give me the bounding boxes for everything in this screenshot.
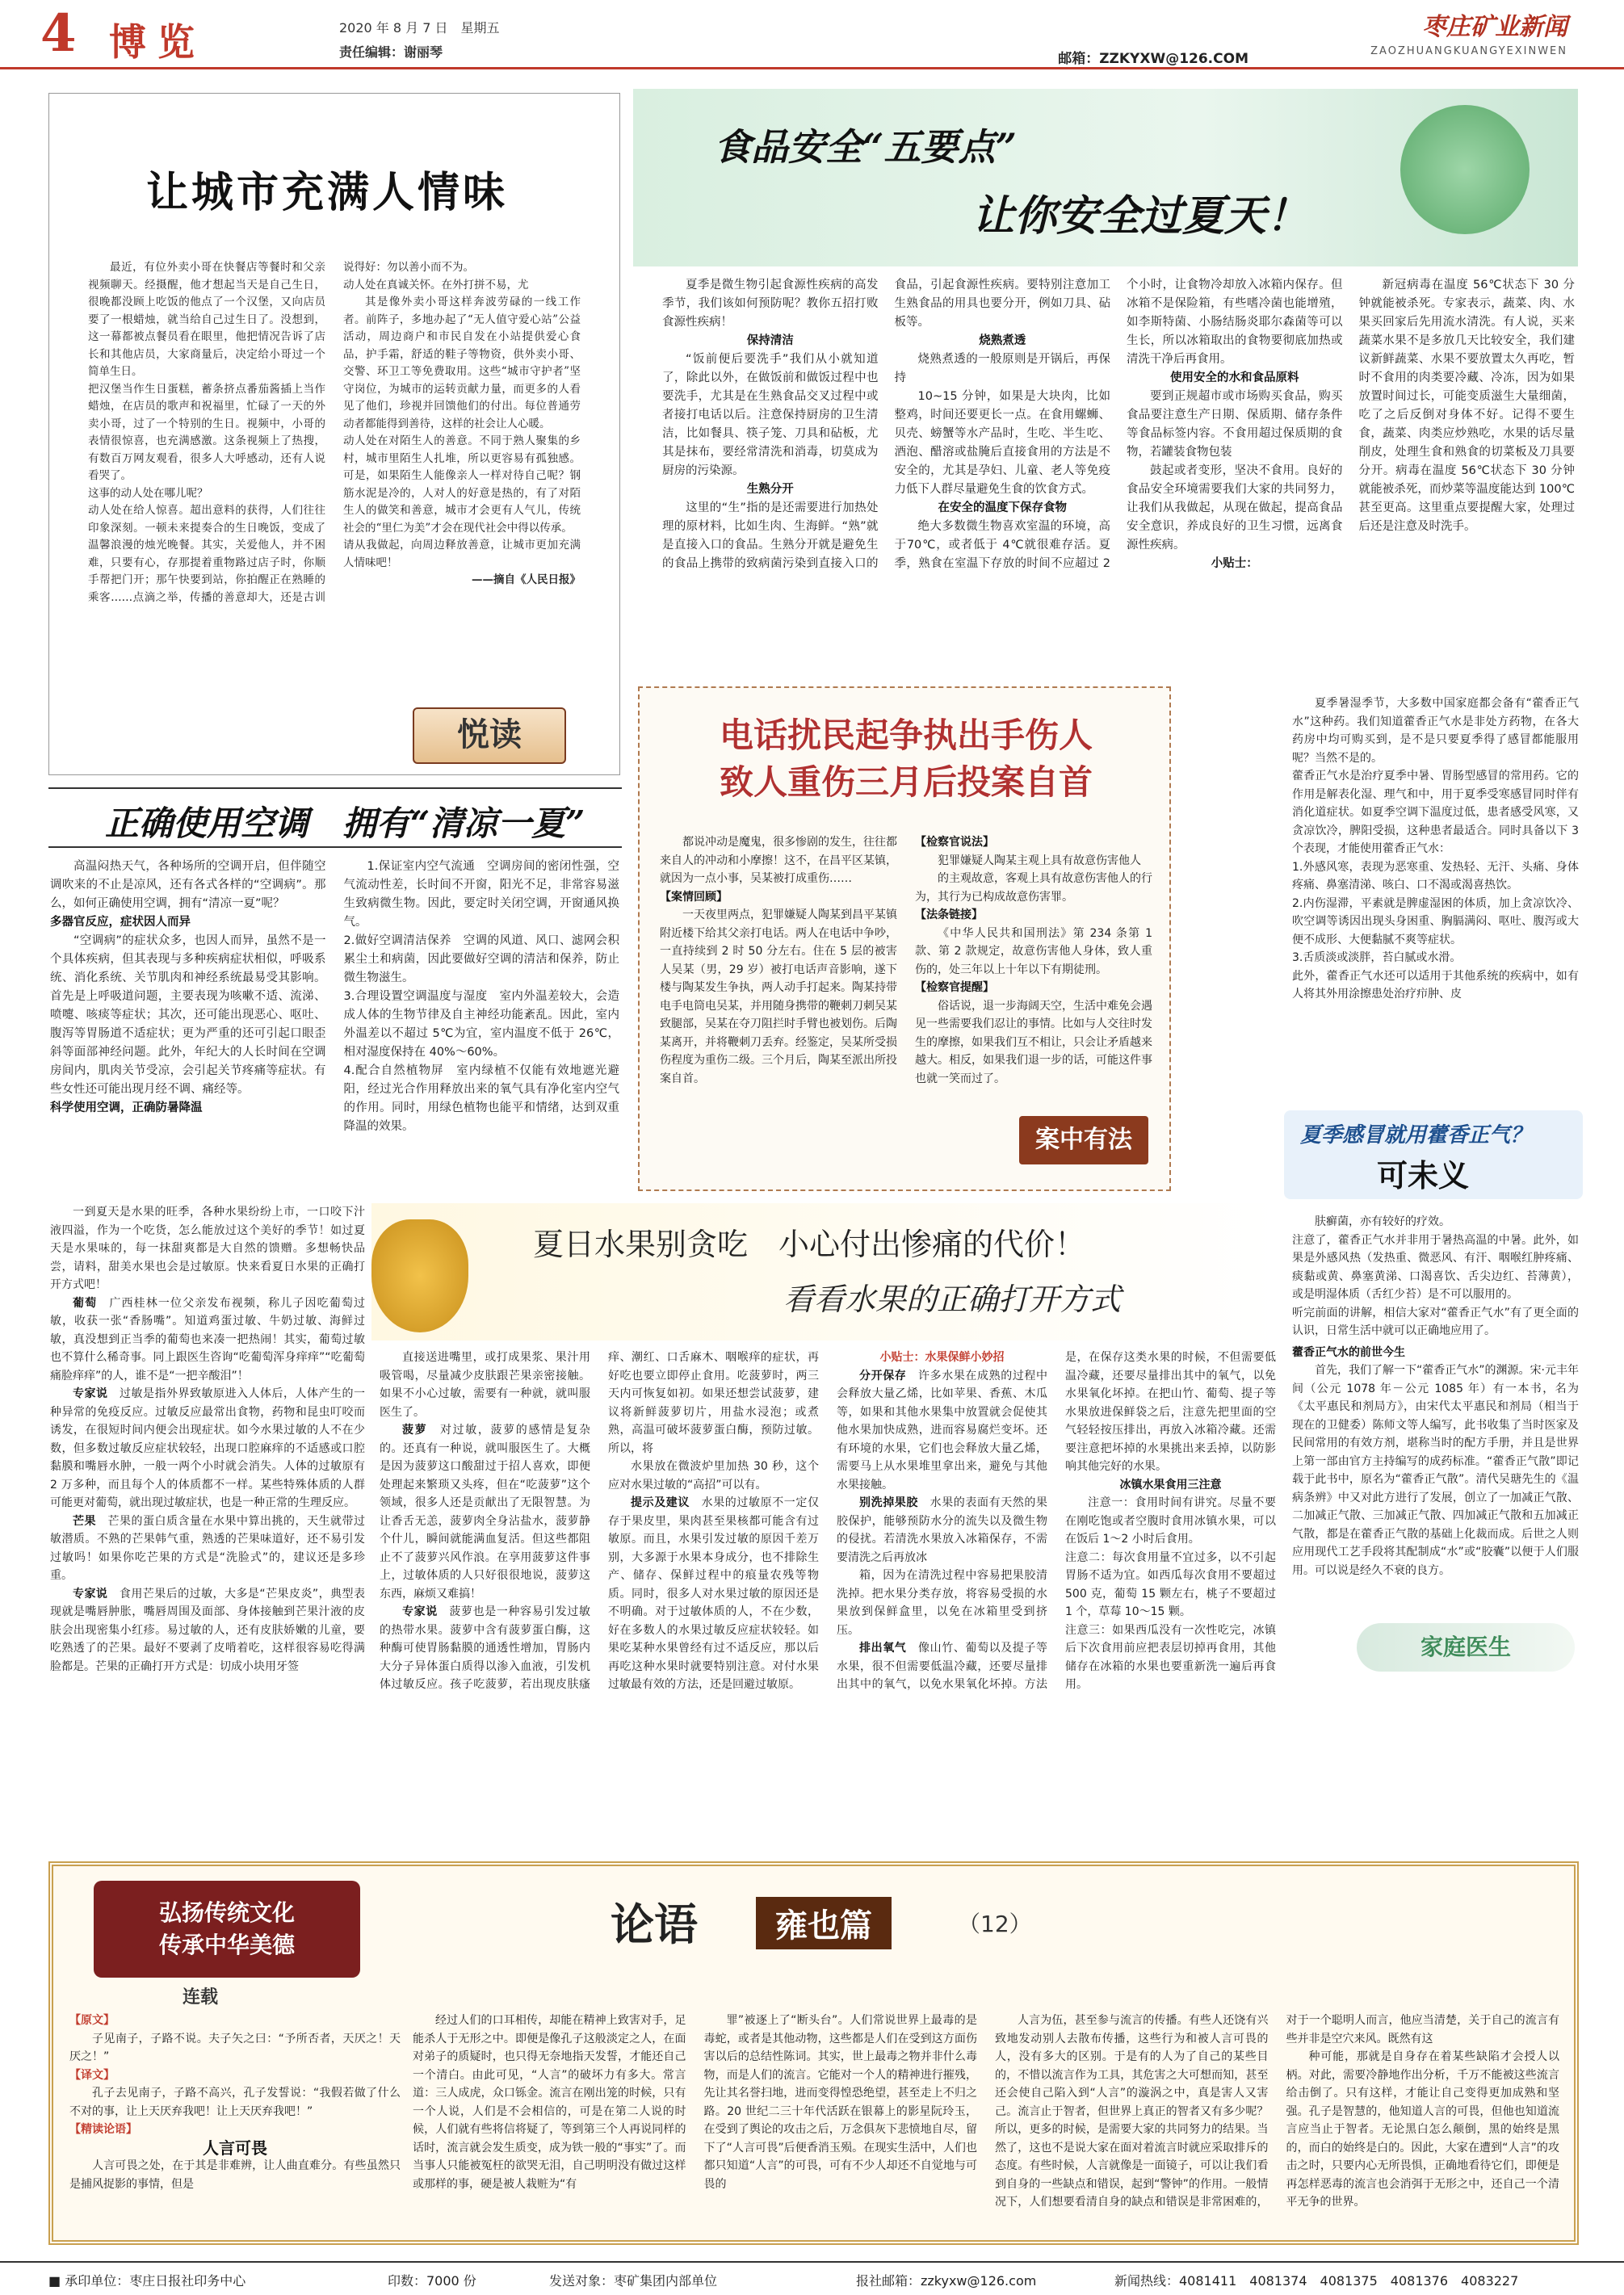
fruit-heading-expert-3: 专家说 [402, 1605, 438, 1618]
food-title-2: 让你安全过夏天！ [972, 191, 1309, 241]
fruit-col-4: 箱，因为在清洗过程中容易把果胶清洗掉。把水果分类存放，将容易受损的水果放到保鲜盒里，以免在冰箱里受到挤压。 [837, 1569, 1047, 1637]
fruit-heading-ice: 冰镇水果食用三注意 [1119, 1478, 1222, 1492]
editor: 责任编辑：谢丽琴 [339, 44, 443, 60]
article-body [88, 259, 581, 695]
fruit-heading-grape: 葡萄 [73, 1296, 98, 1310]
huoxiang-author: 可未义 [1377, 1157, 1470, 1194]
analects-body [413, 2012, 1559, 2238]
vegetable-illustration [1400, 105, 1530, 234]
ac-para-1: “空调病”的症状众多，也因人而异，虽然不是一个具体疾病，但其表现与多种疾病症状相似，呼吸系统、消化系统、关节肌肉和神经系统最易受其影响。首先是上呼吸道问题，主要表现为咳嗽不适、流涕、喷嚏、咳痰等症状；其次，还可能出现恶心、呕吐、腹泻等胃肠道不适症状；更为严重的还可引起口眼歪斜等面部神经问题。此外，年纪大的人长时间在空调房间内，肌肉关节受凉，会引起关节疼痛等症状。有些女性还可能出现月经不调、痛经等。 [50, 934, 326, 1096]
food-heading-4: 在安全的温度下保存食物 [938, 501, 1067, 514]
label-translation: 【译文】 [69, 2068, 115, 2082]
section-name: 博览 [109, 20, 206, 64]
crime-para-2: 犯罪嫌疑人陶某主观上具有故意伤害他人 [938, 854, 1141, 867]
huoxiang-heading: 藿香正气水的前世今生 [1292, 1345, 1405, 1359]
culture-banner-line-2: 传承中华美德 [158, 1932, 295, 1958]
food-title-1: 食品安全“五要点” [714, 125, 1017, 169]
fruit-para-expert-1: 过敏是指外界致敏原进入人体后，人体产生的一种异常的免疫反应。过敏反应最常出食物，药物和昆虫叮咬而诱发，在很短时间内便会出现症状。如今水果过敏的人不在少数，但多数过敏反应症状较轻，出现口腔麻痒的不适感或口腔黏膜和嘴唇水肿，一般一两个小时就会消失。人体的过敏原有 2 万多种，而且每个人的体质都不一样。某些特殊体质的人群可能更对葡萄，就出现过敏症状，也是一种正常的生理反应。 [50, 1387, 365, 1509]
crime-para-3: 《中华人民共和国刑法》第 234 条第 1 款、第 2 款规定，故意伤害他人身体，致人重伤的，处三年以上十年以下有期徒刑。 [915, 926, 1152, 976]
pineapple-illustration [371, 1219, 468, 1332]
analects-col1-text: 人言可畏之处，在于其是非难辨，让人曲直难分。有些虽然只是捕风捉影的事情，但是 [69, 2159, 401, 2191]
footer-printer: ■ 承印单位：枣庄日报社印务中心 [48, 2273, 246, 2289]
label-original: 【原文】 [69, 2014, 115, 2027]
fruit-para-expert-2: 食用芒果后的过敏，大多是“芒果皮炎”，典型表现就是嘴唇肿胀，嘴唇周围及面部、身体接触到芒果汁液的皮肤会出现密集小红疹。易过敏的人，还有皮肤娇嫩的儿童，要吃熟透了的芒果。最好不要剥了皮啃着吃，这样很容易吃得满脸都是。芒果的正确打开方式是：切成小块用牙签 [50, 1587, 365, 1673]
ac-heading-1: 多器官反应，症状因人而异 [50, 916, 191, 929]
ac-title-bar [48, 787, 622, 848]
fruit-heading-oxygen: 排出氧气 [859, 1642, 907, 1655]
crime-col-2: 的主观故意，客观上具有故意伤害他人的行为，其行为已构成故意伤害罪。 [915, 872, 1152, 904]
fruit-title-2: 看看水果的正确打开方式 [783, 1282, 1122, 1317]
crime-heading-1: 【案情回顾】 [660, 890, 728, 904]
food-heading-5: 使用安全的水和食品原料 [1170, 371, 1299, 384]
analects-col-1 [69, 2012, 401, 2238]
analects-title: 论语 [611, 1899, 698, 1950]
case-law-badge: 案中有法 [1019, 1116, 1148, 1164]
serial-tag: 连载 [183, 1987, 219, 2008]
fruit-heading-separate: 分开保存 [859, 1369, 907, 1382]
issue-date: 2020 年 8 月 7 日 星期五 [339, 20, 500, 36]
crime-heading-4: 【检察官提醒】 [915, 981, 994, 994]
analects-section [48, 1861, 1579, 2245]
analects-col4-text: 人言为伍，甚至参与流言的传播。有些人还饶有兴致地发动别人去散布传播，这些行为和被人言可畏的人，没有多大的区别。于是有的人为了自己的某些目的，不惜以流言作为工具，其危害之大可想而知，甚至还会使自己陷入到“人言”的漩涡之中，真是害人又害己。流言止于智者，但世界上真正的智者又有多少呢？所以，更多的时候，是需要大家的共同努力的结果。当然了，这也不是说大家在面对着流言时就应采取排斥的态度。有些时候，人言就像是一面镜子，可以让我们看到自身的一些缺点和错误，起到“警钟”的作用。一般情况下，人们想要看清自身的缺点和错误是非常困难的，对于一个聪明人而言，他应当清楚，关于自己的流言有些并非是空穴来风。既然有这 [995, 2014, 1559, 2209]
crime-title-line-2: 致人重伤三月后投案自首 [719, 762, 1093, 802]
fruit-para-pineapple: 对过敏，菠萝的感情是复杂的。还真有一种说，就叫服医生了。大概是因为菠萝这口酸甜过于招人喜欢，即便处理起来繁琐又头疼，但在“吃菠萝”这个领域，很多人还是贡献出了无限智慧。为让香舌无恙，菠萝肉全身沾盐水，菠萝静个什儿，瞬间就能满血复活。但这些都阻止不了菠萝兴风作浪。在享用菠萝这件事上，过敏体质的人只好很很地说，菠萝这东西，麻烦又难搞！ [380, 1424, 591, 1601]
food-para-1: “饭前便后要洗手”我们从小就知道了，除此以外，在做饭前和做饭过程中也要洗手，尤其是在生熟食品交叉过程中或者接打电话以后。注意保持厨房的卫生清洁，比如餐具、筷子笼、刀具和砧板，尤其是抹布，要经常清洗和消毒，切莫成为厨房的污染源。 [662, 353, 879, 477]
reading-badge: 悦读 [413, 707, 566, 764]
crime-case-article [638, 686, 1171, 1191]
fruit-col-2: 直接送进嘴里，或打成果浆、果汁用吸管喝，尽量减少皮肤跟芒果亲密接触。如果不小心过敏，需要有一种就，就叫服医生了。 [380, 1351, 590, 1419]
food-col-3: 鼓起或者变形，坚决不食用。良好的食品安全环境需要我们大家的共同努力，让我们从我做起，从现在做起，提高食品安全意识，养成良好的卫生习惯，远离食源性疾病。 [1127, 464, 1343, 552]
footer-hotline: 新闻热线：4081411 4081374 4081375 4081376 4083227 [1114, 2273, 1519, 2289]
fruit-intro: 一到夏天是水果的旺季，各种水果纷纷上市，一口咬下汁液四溢，作为一个吃货，怎么能放过这个美好的季节！如过夏天是水果味的，每一抹甜爽都是大自然的馈赠。多想畅快品尝，请料，甜美水果也会是过敏原。快来看夏日水果的正确打开方式吧！ [50, 1206, 365, 1291]
ac-heading-2: 科学使用空调，正确防暑降温 [50, 1101, 203, 1114]
food-safety-banner [633, 89, 1578, 266]
huoxiang-bottom [1292, 1213, 1579, 1661]
fruit-para-ice: 注意一：食用时间有讲究。尽量不要在刚吃饱或者空腹时食用冰镇水果，可以在饭后 1～2 小时后食用。 注意二：每次食用量不宜过多，以不引起胃肠不适为宜。如西瓜每次食用不要超过 500 克，葡萄 15 颗左右，桃子不要超过 1 个，草莓 10～15 颗。 注意三：如果西瓜没有一次性吃完，冰镇后下次食用前应把表层切掉再食用，其他储存在冰箱的水果也要重新洗一遍后再食用。 [1065, 1496, 1276, 1691]
analects-col3-text: 罪”被逐上了“断头台”。人们常说世界上最毒的是毒蛇，或者是其他动物，这些都是人们在受到这方面伤害以后的总结性陈词。其实，世上最毒之物并非什么毒物，而是人们的流言。它能对一个人的精神进行摧残，先让其名誉扫地，进而变得惶恐绝望，甚至走上不归之路。20 世纪二三十年代活跃在银幕上的影星阮玲玉，在受到了舆论的攻击之后，万念俱灰下悲愤地自尽，留下了“人言可畏”后便香消玉殒。在现实生活中，人们也都只知道“人言”的可畏，可有不少人却还不自觉地与可畏的 [703, 2014, 977, 2191]
food-para-4: 绝大多数微生物喜欢室温的环境，高于70℃，或者低于 4℃就很难存活。夏季，熟食在室温下存放的时间不应超过 2 个小时，让食物冷却放入冰箱内保存。但冰箱不是保险箱，有些嗜冷菌也能增殖，如李斯特菌、小肠结肠炎耶尔森菌等可以生长，所以冰箱取出的食物要彻底加热或清洗干净后再食用。 [894, 279, 1343, 570]
ac-tips: 1.保证室内空气流通 空调房间的密闭性强，空气流动性差，长时间不开窗，阳光不足，非常容易滋生致病微生物。因此，要定时关闭空调，开窗通风换气。 2.做好空调清洁保养 空调的风道、风口、滤网会积累尘土和病菌，因此要做好空调的清洁和保养，防止微生物滋生。 3.合理设置空调温度与湿度 室内外温差较大，会造成人体的生物节律及自主神经功能紊乱。因此，室内外温差以不超过 5℃为宜，室内温度不低于 26℃，相对湿度保持在 40%～60%。 4.配合自然植物屏 室内绿植不仅能有效地遮光避阳，经过光合作用释放出来的氧气具有净化室内空气的作用。同时，用绿色植物也能平和情绪，达到双重降温的效果。 [343, 860, 619, 1133]
article-title: 让城市充满人情味 [146, 168, 509, 217]
huoxiang-title: 夏季感冒就用藿香正气？ [1300, 1123, 1532, 1148]
food-heading-1: 保持清洁 [746, 334, 794, 347]
fruit-heading-tips: 提示及建议 [631, 1496, 690, 1509]
newspaper-logo-pinyin: ZAOZHUANGKUANGYEXINWEN [1370, 45, 1567, 57]
culture-banner-line-1: 弘扬传统文化 [158, 1899, 295, 1926]
footer-email: 报社邮箱：zzkyxw@126.com [856, 2273, 1037, 2289]
crime-para-1: 一天夜里两点，犯罪嫌疑人陶某到昌平某镇附近楼下给其父亲打电话。两人在电话中争吵，一直持续到 2 时 50 分左右。住在 5 层的被害人吴某（男，29 岁）被打电话声音影响，遂下楼与陶某发生争执，两人动手打起来。陶某持带电手电筒电吴某，并用随身携带的鞭刺刀刺吴某致腿部，吴某在夺刀阻拦时手臂也被划伤。后陶某离开，并将鞭刺刀丢弃。经鉴定，吴某所受损伤程度为重伤二级。三个月后，陶某至派出所投案自首。 [660, 908, 897, 1085]
section-number: 4 [40, 3, 77, 64]
analects-col2-text: 经过人们的口耳相传，却能在精神上致害对手，足能杀人于无形之中。即便是像孔子这般淡定之人，在面对弟子的质疑时，也只得无奈地指天发誓，才能还自己一个清白。由此可见，“人言”的破坏力有多大。常言道：三人成虎，众口铄金。流言在刚出笼的时候，只有一个人说，人们是不会相信的，可是在第二人说的时候，人们就有些将信将疑了，等到第三个人再说同样的话时，流言就会发生质变，成为铁一般的“事实”了。而当事人只能被冤枉的欲哭无泪，自己明明没有做过这样或那样的事，硬是被人栽赃为“有 [413, 2014, 686, 2191]
fruit-para-pectin: 水果的表面有天然的果胶保护，能够预防水分的流失以及微生物的侵扰。若清洗水果放入冰箱保存，不需要清洗之后再放冰 [837, 1496, 1048, 1564]
analects-chapter: 雍也篇 [756, 1897, 892, 1949]
article-col-1: 最近，有位外卖小哥在快餐店等餐时和父亲视频聊天。经摄醒，他才想起当天是自己生日，很晚都没顾上吃饭的他点了一个汉堡，又向店员要了一根蜡烛，就当给自己过生日了。没想到，这一幕都被点餐员看在眼里，他把情况告诉了店长和其他店员，大家商量后，决定给小哥过一个简单生日。 把汉堡当作生日蛋糕，蓄条挤点番茄酱插上当作蜡烛，在店员的歌声和祝福里，忙碌了一天的外卖小哥，过了一个特别的生日。视频中，小哥的表情很惊喜，也充满感激。这条视频上了热搜，有数百万网友观看，很多人大呼感动，还有人说看哭了。 这事的动人处在哪儿呢？ 动人处在给人惊喜。超出意料的获得，人们往往印象深刻。一顿未来提奏合的生日晚饭，变成了温馨浪漫的烛光晚餐。其实，关爱他人，并不困难，只要有心，存那提着重物路过店子时，你顺手帮把门开；那午快要到站，你拍醒正在熟睡的乘客……点滴之举，传播的善意却大，还是古训说得好：勿以善小而不为。 动人处在真诚关怀。在外打拼不易，尤 [88, 261, 529, 604]
ac-title: 正确使用空调 拥有“清凉一夏” [105, 803, 585, 843]
header-email: 邮箱：ZZKYXW@126.COM [1058, 51, 1248, 67]
food-tip: 新冠病毒在温度 56℃状态下 30 分钟就能被杀死。专家表示，蔬菜、肉、水果买回家后先用流水清洗。有人说，买来蔬菜水果不是多放几天比较安全，我们建议新鲜蔬菜、水果不要放置太久再吃，暂时不食用的肉类要冷藏、冷冻，因为如果放置时间过长，可能变质滋生大量细菌，吃了之后反倒对身体不好。记得不要生食，蔬菜、肉类应炒熟吃，水果的话尽量削皮，处理生食和熟食的切菜板及刀具要分开。病毒在温度 56℃状态下 30 分钟就能被杀死，而炒菜等温度能达到 100℃甚至更高。这里重点要提醒大家，处理过后还是注意及时洗手。 [1358, 279, 1575, 533]
crime-para-4: 俗话说，退一步海阔天空，生活中难免会遇见一些需要我们忍让的事情。比如与人交往时发生的摩擦，如果我们互不相让，只会让矛盾越来越大。相反，如果我们退一步的话，可能这件事也就一笑而过了。 [915, 999, 1152, 1085]
label-reading: 【精读论语】 [69, 2123, 137, 2136]
food-heading-3: 烧熟煮透 [979, 334, 1026, 347]
food-col-2: 10~15 分钟，如果是大块肉，比如整鸡，时间还要更长一点。在食用螺蛳、贝壳、螃蟹等水产品时，生吃、半生吃、酒泡、醋溶或盐腌后直接食用的方法是不安全的，尤其是孕妇、儿童、老人等免疫力低下人群尽量避免生食的饮食方式。 [894, 390, 1110, 496]
crime-title [688, 712, 1124, 806]
analects-original: 子见南子，子路不说。夫子矢之曰：“予所否者，天厌之！天厌之！” [69, 2032, 401, 2063]
crime-title-line-1: 电话扰民起争执出手伤人 [719, 715, 1093, 755]
crime-intro: 都说冲动是魔鬼，很多惨剧的发生，往往都来自人的冲动和小摩擦！这不，在昌平区某镇，就因为一点小事，吴某被打成重伤…… [660, 836, 897, 885]
food-para-5: 要到正规超市或市场购买食品，购买食品要注意生产日期、保质期、储存条件等食品标签内容。不食用超过保质期的食物，若罐装食物包装 [1127, 390, 1343, 459]
fruit-heading-pineapple: 菠萝 [402, 1424, 428, 1437]
ac-body [50, 858, 619, 1181]
ac-intro: 高温闷热天气，各种场所的空调开启，但伴随空调吹来的不止是凉风，还有各式各样的“空调病”。那么，如何正确使用空调，拥有“清凉一夏”呢？ [50, 860, 326, 910]
article-source: ——摘自《人民日报》 [472, 573, 581, 586]
fruit-para-mango: 芒果的蛋白质含量在水果中算出挑的，天生就带过敏潜质。不熟的芒果韩气重，熟透的芒果味道好，还不易引发过敏吗！如果你吃芒果的方式是“洗脸式”的，建议还是多珍重。 [50, 1514, 365, 1582]
huoxiang-history: 首先，我们了解一下“藿香正气水”的渊源。宋·元丰年间（公元 1078 年－公元 1085 年）有一本书，名为《太平惠民和剂局方》，由宋代太平惠民和剂局（相当于现在的卫健委）陈师文等人编写，此书收集了当时医家及民间常用的有效方剂，堪称当时的配方手册，并且是世界上第一部由官方主持编写的成药标准。“藿香正气散”即记载于此书中，原名为“藿香正气散”。清代吴瑭先生的《温病条辨》中又对此方进行了发展，创立了一加减正气散、二加减正气散、三加减正气散、四加减正气散和五加减正气散，都是在藿香正气散的基础上化裁而成。后世之人则应用现代工艺手段将其配制成“水”或“胶囊”以便于人们服用。可以说是经久不衰的良方。 [1292, 1364, 1579, 1577]
fruit-tip-heading: 小贴士：水果保鲜小妙招 [879, 1351, 1005, 1364]
huoxiang-title-bar [1284, 1110, 1583, 1199]
fruit-para-expert-3: 菠萝也是一种容易引发过敏的热带水果。菠萝中含有菠萝蛋白酶，这种酶可使胃肠黏膜的通透性增加，胃肠内大分子异体蛋白质得以渗入血液，引发机体过敏反应。孩子吃菠萝，若出现皮肤瘙痒、潮红、口舌麻木、咽喉痒的症状，再好吃也要立即停止食用。吃菠萝时，两三天内可恢复如初。如果还想尝试菠萝，建议将新鲜菠萝切片，用盐水浸泡；或煮熟，高温可破坏菠萝蛋白酶，预防过敏。所以，将 [380, 1351, 819, 1691]
article-city-warmth [48, 93, 620, 775]
fruit-title-1: 夏日水果别贪吃 小心付出惨痛的代价！ [533, 1227, 1086, 1262]
footer-print-count: 印数：7000 份 [388, 2273, 476, 2289]
food-intro: 夏季是微生物引起食源性疾病的高发季节，我们该如何预防呢？教你五招打败食源性疾病！ [662, 279, 879, 329]
fruit-heading-mango: 芒果 [73, 1514, 96, 1528]
fruit-heading-pectin: 别洗掉果胶 [859, 1496, 918, 1509]
article-col-2: 其是像外卖小哥这样奔波劳碌的一线工作者。前阵子，多地办起了“无人值守爱心站”公益活动，周边商户和市民自发在小站提供爱心食品，护手霜，舒适的鞋子等物资，供外卖小哥、交警、环卫工等免费取用。这些“城市守护者”坚守岗位，为城市的运转贡献力量，而更多的人看见了他们，珍视并回馈他们的付出。每位普通劳动者都能得到善待，这样的社会让人心暖。 动人处在对陌生人的善意。不同于熟人聚集的乡村，城市里陌生人扎堆，所以更容易有孤独感。可是，如果陌生人能像亲人一样对待自己呢？钢筋水泥是冷的，人对人的好意是热的，有了对陌生人的做笑和善意，城市才会更有人气儿，传统社会的“里仁为美”才会在现代社会中得以传承。 请从我做起，向周边释放善意，让城市更加充满人情味吧！ [343, 296, 581, 569]
crime-heading-2: 【检察官说法】 [915, 836, 994, 849]
food-heading-2: 生熟分开 [746, 483, 794, 496]
family-doctor-badge: 家庭医生 [1357, 1623, 1575, 1672]
crime-heading-3: 【法条链接】 [915, 908, 983, 921]
analects-subtitle: 人言可畏 [203, 2138, 267, 2158]
huoxiang-bottom-text: 肤癣菌，亦有较好的疗效。 注意了，藿香正气水并非用于暑热高温的中暑。此外，如果是外感风热（发热重、微恶风、有汗、咽喉红肿疼痛、痰黏或黄、鼻塞黄涕、口渴喜饮、舌尖边红、苔薄黄），或是明湿体质（舌红少苔）是不可以服用的。 听完前面的讲解，相信大家对“藿香正气水”有了更全面的认识，日常生活中就可以正确地应用了。 [1292, 1215, 1579, 1337]
analects-translation: 孔子去见南子，子路不高兴，孔子发誓说：“我假若做了什么不对的事，让上天厌弃我吧！让上天厌弃我吧！” [69, 2087, 401, 2118]
fruit-para-tips: 水果的过敏原不一定仅存于果皮里，果肉甚至果核都可能含有过敏原。而且，水果引发过敏的原因千差万别，大多源于水果本身成分，也不排除生产、储存、保鲜过程中的痕量农残等物质。同时，很多人对水果过敏的原因还是不明确。对于过敏体质的人，不在少数，好在多数人的水果过敏反应症状较轻。如果吃某种水果曾经有过不适反应，那以后再吃这种水果时就要特别注意。对付水果过敏最有效的方法，还是回避过敏原。 [608, 1496, 820, 1691]
huoxiang-top-text: 夏季暑湿季节，大多数中国家庭都会备有“藿香正气水”这种药。我们知道藿香正气水是非处方药物，在各大药房中均可购买到，是不是只要夏季得了感冒都能服用呢？当然不是的。 藿香正气水是治疗夏季中暑、胃肠型感冒的常用药。它的作用是解表化湿、理气和中，用于夏季受寒感冒同时伴有消化道症状。如夏季空调下温度过低，患者感受风寒，又贪凉饮冷，脾阳受损，这种患者最适合。同时具备以下 3 个表现，才能使用藿香正气水： 1.外感风寒，表现为恶寒重、发热轻、无汗、头痛、身体疼痛、鼻塞清涕、咳白、口不渴或渴喜热饮。 2.内伤湿滞，平素就是脾虚湿困的体质，加上贪凉饮冷、吹空调等诱因出现头身困重、胸膈满闷、呕吐、腹泻或大便不成形、大便黏腻不爽等症状。 3.舌质淡或淡胖，苔白腻或水滑。 此外，藿香正气水还可以适用于其他系统的疾病中，如有人将其外用涂擦患处治疗疖肿、皮 [1292, 697, 1579, 1001]
footer-distributor: 发送对象：枣矿集团内部单位 [549, 2273, 718, 2289]
page-footer [0, 2261, 1624, 2295]
fruit-heading-expert-2: 专家说 [73, 1587, 108, 1601]
analects-col5-text: 种可能，那就是自身存在着某些缺陷才会授人以柄。对此，需要冷静地作出分析，千万不能被这些流言给击倒了。只有这样，才能让自己变得更加成熟和坚强。孔子是智慧的，他知道人言的可畏，但他也知道流言应当止于智者。无论黑白怎么颠倒，黑的始终是黑的，而白的始终是白的。因此，大家在遭到“人言”的攻击之时，只要内心无所畏惧，正确地看待它们，即便是再怎样恶毒的流言也会消弭于无形之中，还自己一个清平无争的世界。 [1286, 2050, 1559, 2209]
culture-banner [94, 1881, 360, 1978]
fruit-title-bar [371, 1203, 1276, 1340]
page-header [0, 0, 1624, 69]
fruit-para-grape: 广西桂林一位父亲发布视频，称儿子因吃葡萄过敏，收获一张“香肠嘴”。知道鸡蛋过敏、牛奶过敏、海鲜过敏，真没想到正当季的葡萄也来凑一把热闹！其实，葡萄过敏也不算什么稀奇事。同上跟医生咨询“吃葡萄浑身痒痒”“吃葡萄痛脸痒痒”的人，谁不是“一把辛酸泪”！ [50, 1296, 365, 1382]
fruit-para-oxygen: 像山竹、葡萄以及提子等水果，很不但需要低温冷藏，还要尽量排出其中的氧气，以免水果氧化坏掉。方法是，在保存这类水果的时候，不但需要低温冷藏，还要尽量排出其中的氧气，以免水果氧化坏掉。在把山竹、葡萄、提子等水果放进保鲜袋之后，注意先把里面的空气轻轻按压排出，再放入冰箱冷藏。还需要注意把坏掉的水果挑出来丢掉，以防影响其他完好的水果。 [837, 1351, 1276, 1691]
fruit-heading-expert-1: 专家说 [73, 1387, 108, 1400]
food-para-3: 烧熟煮透的一般原则是开锅后，再保持 [894, 353, 1110, 384]
fruit-col-1 [50, 1203, 365, 1849]
food-para-2: 这里的“生”指的是还需要进行加热处理的原材料，比如生肉、生海鲜。“熟”就是直接入口的食品。生熟分开就是避免生的食品上携带的致病菌污染到直接入口的食品，引起食源性疾病。要特别注意加工生熟食品的用具也要分开，例如刀具、砧板等。 [662, 279, 1110, 570]
newspaper-logo: 枣庄矿业新闻 [1422, 13, 1567, 41]
fruit-para-separate: 许多水果在成熟的过程中会释放大量乙烯，比如苹果、香蕉、木瓜等，如果和其他水果集中放置就会促使其他水果加快成熟，进而容易腐烂变坏。还有环境的水果，它们也会释放大量乙烯，需要马上从水果堆里拿出来，避免与其他水果接触。 [837, 1369, 1048, 1492]
huoxiang-top [1292, 694, 1579, 1034]
analects-number: （12） [958, 1911, 1032, 1937]
food-safety-body [662, 276, 1575, 648]
food-tip-title: 小贴士： [1211, 557, 1258, 570]
fruit-col-3: 水果放在微波炉里加热 30 秒，这个应对水果过敏的“高招”可以有。 [608, 1460, 819, 1492]
fruit-body [380, 1349, 1276, 1849]
